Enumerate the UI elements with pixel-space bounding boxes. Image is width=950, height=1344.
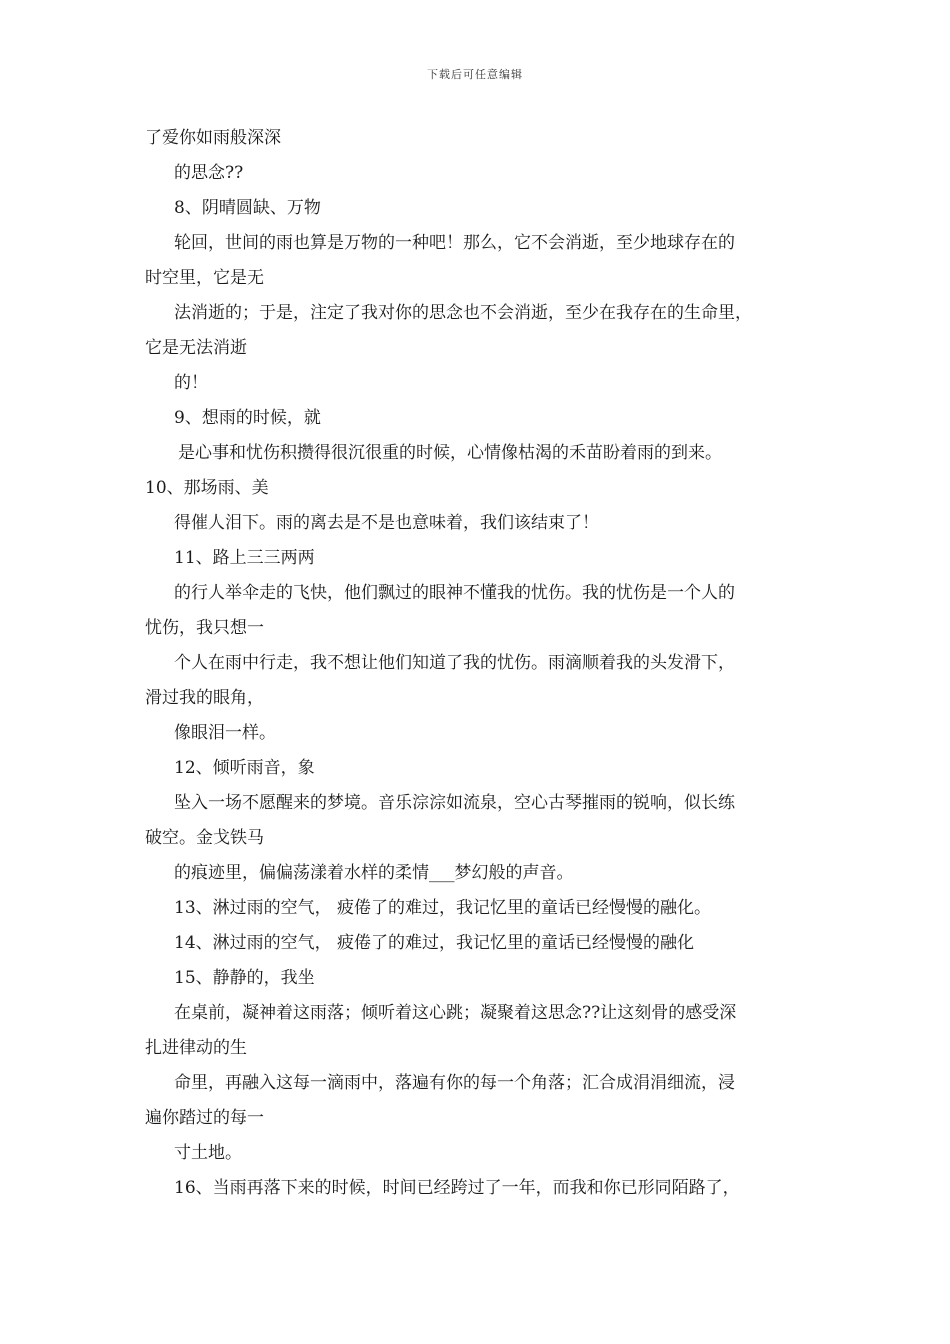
text-line: 坠入一场不愿醒来的梦境。音乐淙淙如流泉，空心古琴摧雨的锐响，似长练 bbox=[174, 793, 735, 813]
text-line: 轮回，世间的雨也算是万物的一种吧！那么，它不会消逝，至少地球存在的 bbox=[174, 233, 735, 253]
text-line: 10、那场雨、美 bbox=[145, 478, 269, 498]
text-line: 12、倾听雨音，象 bbox=[174, 758, 315, 778]
text-line: 8、阴晴圆缺、万物 bbox=[174, 198, 321, 218]
page-header-note: 下载后可任意编辑 bbox=[427, 68, 523, 81]
text-line: 它是无法消逝 bbox=[145, 338, 247, 358]
text-line: 破空。金戈铁马 bbox=[145, 828, 264, 848]
text-line: 滑过我的眼角， bbox=[145, 688, 264, 708]
text-line: 了爱你如雨般深深 bbox=[145, 128, 281, 148]
text-line: 像眼泪一样。 bbox=[174, 723, 276, 743]
text-line: 法消逝的；于是，注定了我对你的思念也不会消逝，至少在我存在的生命里， bbox=[174, 303, 752, 323]
document-body bbox=[145, 121, 825, 1206]
text-line: 时空里，它是无 bbox=[145, 268, 264, 288]
text-line: 扎进律动的生 bbox=[145, 1038, 247, 1058]
text-line: 13、淋过雨的空气， 疲倦了的难过，我记忆里的童话已经慢慢的融化。 bbox=[174, 898, 712, 918]
text-line: 遍你踏过的每一 bbox=[145, 1108, 264, 1128]
text-line: 命里，再融入这每一滴雨中，落遍有你的每一个角落；汇合成涓涓细流，浸 bbox=[174, 1073, 735, 1093]
text-line: 9、想雨的时候，就 bbox=[174, 408, 321, 428]
text-line: 寸土地。 bbox=[174, 1143, 242, 1163]
text-line: 是心事和忧伤积攒得很沉很重的时候，心情像枯渴的禾苗盼着雨的到来。 bbox=[178, 443, 722, 463]
text-line: 得催人泪下。雨的离去是不是也意味着，我们该结束了！ bbox=[174, 513, 599, 533]
text-line: 的行人举伞走的飞快，他们飘过的眼神不懂我的忧伤。我的忧伤是一个人的 bbox=[174, 583, 735, 603]
text-line: 15、静静的，我坐 bbox=[174, 968, 315, 988]
text-line: 的！ bbox=[174, 373, 208, 393]
text-line: 16、当雨再落下来的时候，时间已经跨过了一年，而我和你已形同陌路了， bbox=[174, 1178, 740, 1198]
text-line: 的痕迹里，偏偏荡漾着水样的柔情___梦幻般的声音。 bbox=[174, 863, 574, 883]
text-line: 11、路上三三两两 bbox=[174, 548, 315, 568]
text-line: 在桌前，凝神着这雨落；倾听着这心跳；凝聚着这思念??让这刻骨的感受深 bbox=[174, 1003, 737, 1023]
text-line: 个人在雨中行走，我不想让他们知道了我的忧伤。雨滴顺着我的头发滑下， bbox=[174, 653, 735, 673]
text-line: 忧伤，我只想一 bbox=[145, 618, 264, 638]
text-line: 14、淋过雨的空气， 疲倦了的难过，我记忆里的童话已经慢慢的融化 bbox=[174, 933, 695, 953]
text-line: 的思念?? bbox=[174, 163, 244, 183]
